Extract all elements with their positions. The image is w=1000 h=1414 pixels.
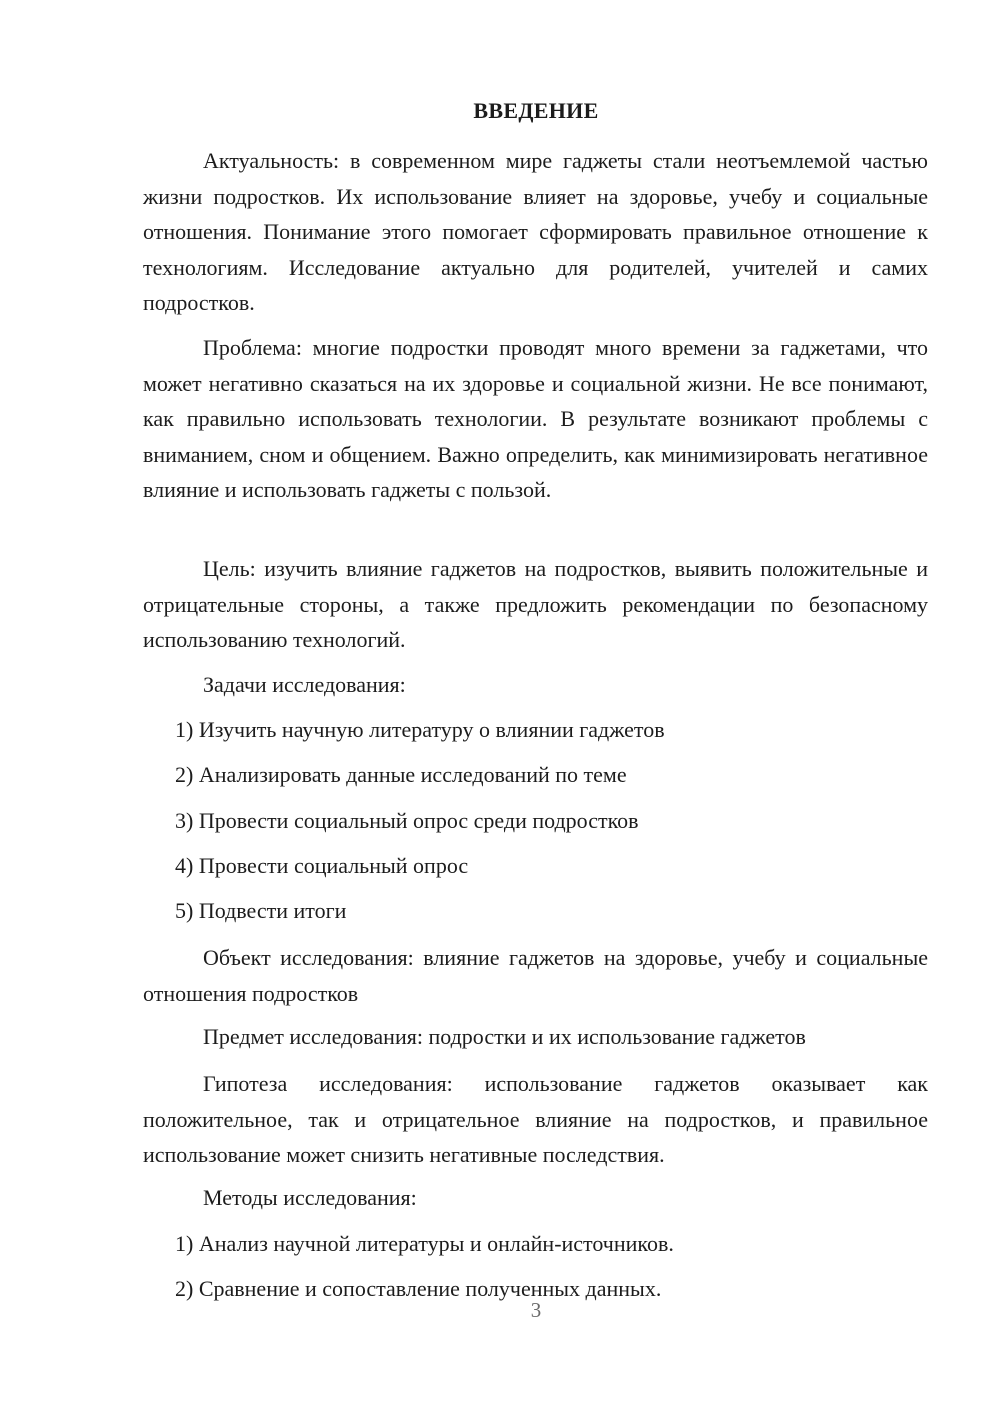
task-item: 4) Провести социальный опрос <box>175 853 469 878</box>
task-item: 5) Подвести итоги <box>175 898 347 923</box>
section-title: ВВЕДЕНИЕ <box>473 98 599 123</box>
methods-label: Методы исследования: <box>203 1185 417 1210</box>
object-paragraph: Объект исследования: влияние гаджетов на здоровье, учебу и социальные отношения подростков <box>143 945 928 1006</box>
goal-paragraph: Цель: изучить влияние гаджетов на подростков, выявить положительные и отрицательные стороны, а также предложить рекомендации по безопасному использованию технологий. <box>143 556 928 652</box>
subject-paragraph: Предмет исследования: подростки и их использование гаджетов <box>203 1024 806 1049</box>
page-number: 3 <box>530 1298 542 1322</box>
task-item: 3) Провести социальный опрос среди подростков <box>175 808 639 833</box>
hypothesis-paragraph: Гипотеза исследования: использование гаджетов оказывает как положительное, так и отрицательное влияние на подростков, и правильное использование может снизить негативные последствия. <box>143 1071 928 1167</box>
tasks-label: Задачи исследования: <box>203 672 406 697</box>
method-item: 2) Сравнение и сопоставление полученных данных. <box>175 1276 662 1301</box>
relevance-paragraph: Актуальность: в современном мире гаджеты стали неотъемлемой частью жизни подростков. Их использование влияет на здоровье, учебу и социальные отношения. Понимание этого помогает сформировать правильное отношение к технологиям. Исследование актуально для родителей, учителей и самих подростков. <box>143 148 928 315</box>
problem-paragraph: Проблема: многие подростки проводят много времени за гаджетами, что может негативно сказаться на их здоровье и социальной жизни. Не все понимают, как правильно использовать технологии. В результате возникают проблемы с вниманием, сном и общением. Важно определить, как минимизировать негативное влияние и использовать гаджеты с пользой. <box>143 335 928 502</box>
task-item: 1) Изучить научную литературу о влиянии гаджетов <box>175 717 665 742</box>
task-item: 2) Анализировать данные исследований по теме <box>175 762 627 787</box>
method-item: 1) Анализ научной литературы и онлайн-источников. <box>175 1231 674 1256</box>
